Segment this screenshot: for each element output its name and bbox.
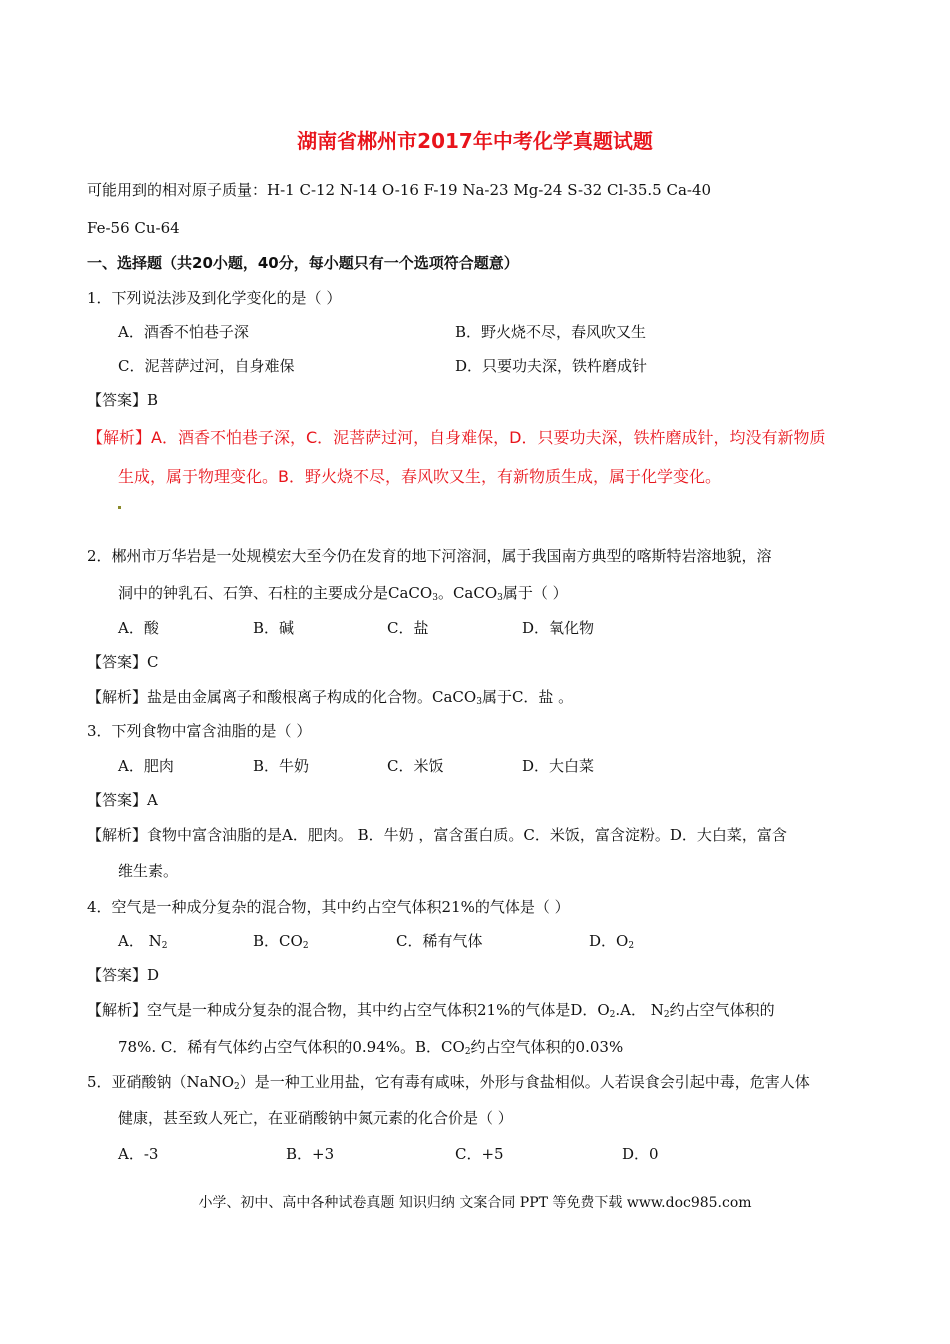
q5-stem-part: ）是一种工业用盐，它有毒有咸味，外形与食盐相似。人若误食会引起中毒，危害人体 — [239, 1073, 810, 1091]
q4-analysis-line-1 — [87, 1000, 775, 1025]
q5-option-c: C．+5 — [455, 1145, 504, 1163]
q2-stem-line-1: 2．郴州市万华岩是一处规模宏大至今仍在发育的地下河溶洞，属于我国南方典型的喀斯特岩溶地貌，溶 — [87, 547, 772, 565]
atomic-mass-line-1: 可能用到的相对原子质量：H-1 C-12 N-14 O-16 F-19 Na-23 Mg-24 S-32 Cl-35.5 Ca-40 — [87, 181, 712, 199]
q4-option-c: C．稀有气体 — [396, 932, 483, 950]
q4-option-d-text: D．O — [589, 932, 629, 950]
q5-option-a: A．-3 — [118, 1145, 159, 1163]
q1-analysis-line-2: 生成，属于物理变化。B．野火烧不尽，春风吹又生，有新物质生成，属于化学变化。 — [118, 467, 721, 486]
q4-option-b-text: B．CO — [253, 932, 303, 950]
q2-stem-part: 洞中的钟乳石、石笋、石柱的主要成分是CaCO — [118, 584, 433, 602]
q4-option-a-text: A． N — [118, 932, 162, 950]
q3-option-d: D．大白菜 — [522, 757, 595, 775]
q4-option-b — [253, 931, 309, 956]
page-title: 湖南省郴州市2017年中考化学真题试题 — [297, 129, 653, 153]
q3-option-b: B．牛奶 — [253, 757, 310, 775]
q3-analysis-line-1: 【解析】食物中富含油脂的是A．肥肉。 B．牛奶 ，富含蛋白质。C．米饭，富含淀粉。D．大白菜，富含 — [87, 826, 787, 844]
q4-option-d — [589, 931, 634, 956]
q4-analysis-part: 约占空气体积的 — [669, 1001, 775, 1019]
q4-option-a — [118, 931, 167, 956]
subscript: 2 — [663, 1010, 670, 1020]
q2-stem-part: 。CaCO — [437, 584, 498, 602]
subscript: 3 — [432, 593, 438, 603]
q2-option-d: D．氧化物 — [522, 619, 595, 637]
q5-stem-line-2: 健康，甚至致人死亡，在亚硝酸钠中氮元素的化合价是（ ） — [118, 1109, 513, 1127]
subscript: 3 — [476, 697, 482, 707]
q2-option-b: B．碱 — [253, 619, 295, 637]
q3-answer: 【答案】A — [87, 791, 158, 809]
q4-analysis-part: 约占空气体积的0.03% — [470, 1038, 624, 1056]
subscript: 2 — [609, 1010, 616, 1020]
q3-option-c: C．米饭 — [387, 757, 444, 775]
q1-stem: 1．下列说法涉及到化学变化的是（ ） — [87, 289, 342, 307]
q4-analysis-part: 【解析】空气是一种成分复杂的混合物，其中约占空气体积21%的气体是D．O — [87, 1001, 610, 1019]
q1-analysis-line-1: 【解析】A．酒香不怕巷子深，C．泥菩萨过河，自身难保，D．只要功夫深，铁杵磨成针，均没有新物质 — [87, 428, 826, 447]
atomic-mass-line-2: Fe-56 Cu-64 — [87, 219, 180, 237]
subscript: 2 — [161, 941, 168, 951]
q4-analysis-line-2 — [118, 1037, 623, 1062]
q4-analysis-part: 78%. C．稀有气体约占空气体积的0.94%。B．CO — [118, 1038, 465, 1056]
q1-answer: 【答案】B — [87, 391, 159, 409]
q2-option-c: C．盐 — [387, 619, 429, 637]
q4-analysis-part: .A． N — [615, 1001, 664, 1019]
subscript: 2 — [234, 1082, 240, 1092]
q5-stem-line-1 — [87, 1072, 810, 1097]
q2-analysis-part: 【解析】盐是由金属离子和酸根离子构成的化合物。CaCO — [87, 688, 477, 706]
q5-option-b: B．+3 — [286, 1145, 335, 1163]
q2-answer: 【答案】C — [87, 653, 159, 671]
q1-option-a: A．酒香不怕巷子深 — [118, 323, 249, 341]
q2-stem-line-2 — [118, 583, 568, 608]
q2-analysis — [87, 687, 573, 712]
q1-option-b: B．野火烧不尽，春风吹又生 — [455, 323, 647, 341]
q1-option-c: C．泥菩萨过河，自身难保 — [118, 357, 295, 375]
q4-answer: 【答案】D — [87, 966, 160, 984]
q2-stem-part: 属于（ ） — [502, 584, 568, 602]
q2-option-a: A．酸 — [118, 619, 159, 637]
section-heading: 一、选择题（共20小题，40分，每小题只有一个选项符合题意） — [87, 254, 519, 272]
stray-mark — [118, 506, 121, 509]
page-footer: 小学、初中、高中各种试卷真题 知识归纳 文案合同 PPT 等免费下载 www.doc985.com — [198, 1195, 752, 1211]
subscript: 2 — [302, 941, 309, 951]
subscript: 2 — [628, 941, 635, 951]
subscript: 3 — [497, 593, 503, 603]
q3-stem: 3．下列食物中富含油脂的是（ ） — [87, 722, 312, 740]
q5-option-d: D．0 — [622, 1145, 659, 1163]
q1-option-d: D．只要功夫深，铁杵磨成针 — [455, 357, 648, 375]
subscript: 2 — [464, 1047, 471, 1057]
q3-analysis-line-2: 维生素。 — [118, 862, 179, 880]
q3-option-a: A．肥肉 — [118, 757, 174, 775]
q4-stem: 4．空气是一种成分复杂的混合物，其中约占空气体积21%的气体是（ ） — [87, 898, 570, 916]
q2-analysis-part: 属于C．盐 。 — [481, 688, 574, 706]
q5-stem-part: 5．亚硝酸钠（NaNO — [87, 1073, 235, 1091]
